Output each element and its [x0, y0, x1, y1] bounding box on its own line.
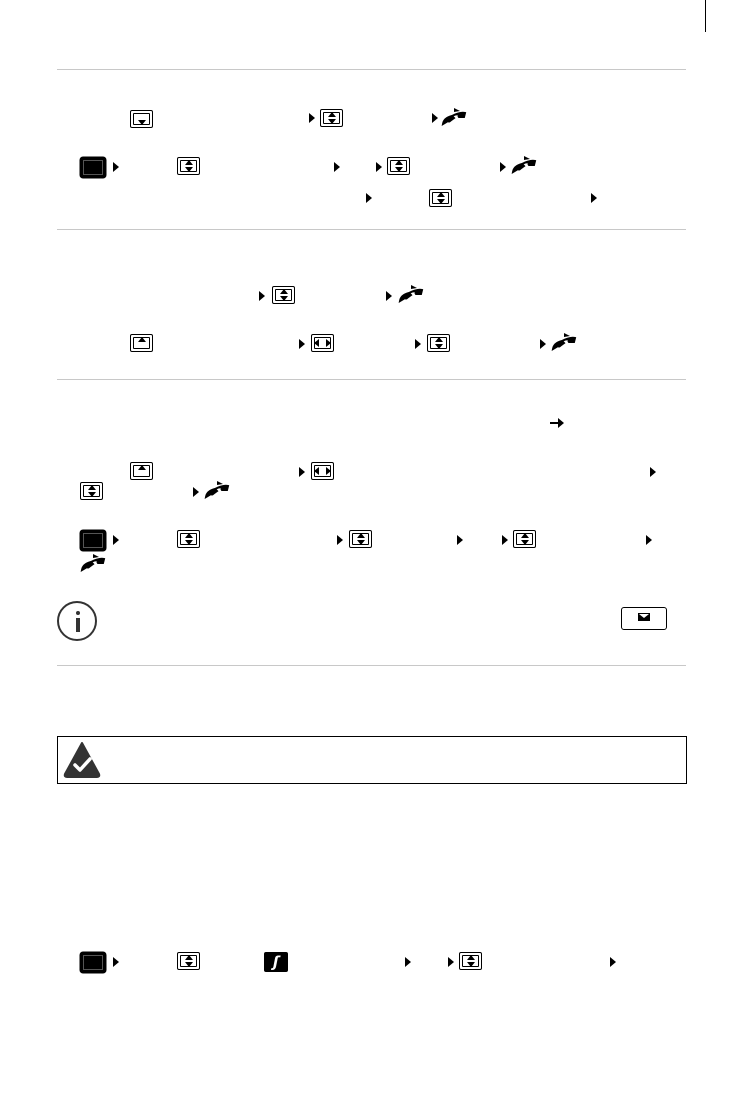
up-down-nav-key-icon [272, 286, 295, 304]
step-arrow-icon [366, 193, 372, 203]
step-arrow-icon [650, 467, 656, 477]
up-down-nav-key-icon [177, 530, 200, 548]
left-right-nav-key-icon [311, 334, 334, 352]
up-down-nav-key-icon [387, 157, 410, 175]
step-arrow-icon [415, 339, 421, 349]
step-arrow-icon [540, 339, 546, 349]
prerequisite-check-icon [63, 741, 101, 779]
step-arrow-icon [193, 487, 199, 497]
reference-arrow-icon [550, 418, 564, 428]
section-divider [57, 379, 686, 380]
menu-key-icon [81, 953, 105, 972]
step-arrow-icon [113, 957, 119, 967]
up-down-nav-key-icon [429, 189, 452, 207]
up-down-nav-key-icon [177, 157, 200, 175]
step-arrow-icon [502, 535, 508, 545]
step-arrow-icon [299, 339, 305, 349]
section-divider [57, 665, 686, 666]
info-circle-icon [57, 601, 97, 641]
menu-key-icon [81, 531, 105, 550]
menu-key-icon [81, 158, 105, 177]
handset-talk-icon [397, 283, 425, 305]
step-arrow-icon [457, 535, 463, 545]
step-arrow-icon [259, 291, 265, 301]
up-nav-key-icon [130, 462, 153, 480]
section-divider [57, 229, 686, 230]
step-arrow-icon [309, 113, 315, 123]
section-divider [57, 69, 686, 70]
up-down-nav-key-icon [513, 530, 536, 548]
up-down-nav-key-icon [427, 334, 450, 352]
step-arrow-icon [500, 162, 506, 172]
step-arrow-icon [405, 957, 411, 967]
up-down-nav-key-icon [349, 530, 372, 548]
down-nav-key-icon [130, 110, 153, 128]
handset-talk-icon [79, 552, 107, 574]
step-arrow-icon [646, 535, 652, 545]
step-arrow-icon [432, 113, 438, 123]
up-down-nav-key-icon [459, 952, 482, 970]
step-arrow-icon [299, 467, 305, 477]
prerequisite-box [57, 736, 687, 784]
left-right-nav-key-icon [311, 462, 334, 480]
step-arrow-icon [337, 535, 343, 545]
handset-talk-icon [440, 106, 468, 128]
page-edge-marker [705, 0, 706, 32]
handset-talk-icon [510, 154, 538, 176]
step-arrow-icon [334, 162, 340, 172]
handset-talk-icon [203, 479, 231, 501]
message-envelope-key-icon [621, 607, 667, 630]
up-down-nav-key-icon [177, 952, 200, 970]
step-arrow-icon [376, 162, 382, 172]
handset-talk-icon [550, 331, 578, 353]
step-arrow-icon [386, 291, 392, 301]
step-arrow-icon [448, 957, 454, 967]
up-down-nav-key-icon [80, 482, 103, 500]
sync-icon: ʃ [264, 952, 288, 972]
up-down-nav-key-icon [320, 109, 343, 127]
step-arrow-icon [113, 535, 119, 545]
up-nav-key-icon [130, 334, 153, 352]
step-arrow-icon [610, 957, 616, 967]
step-arrow-icon [591, 193, 597, 203]
step-arrow-icon [113, 162, 119, 172]
